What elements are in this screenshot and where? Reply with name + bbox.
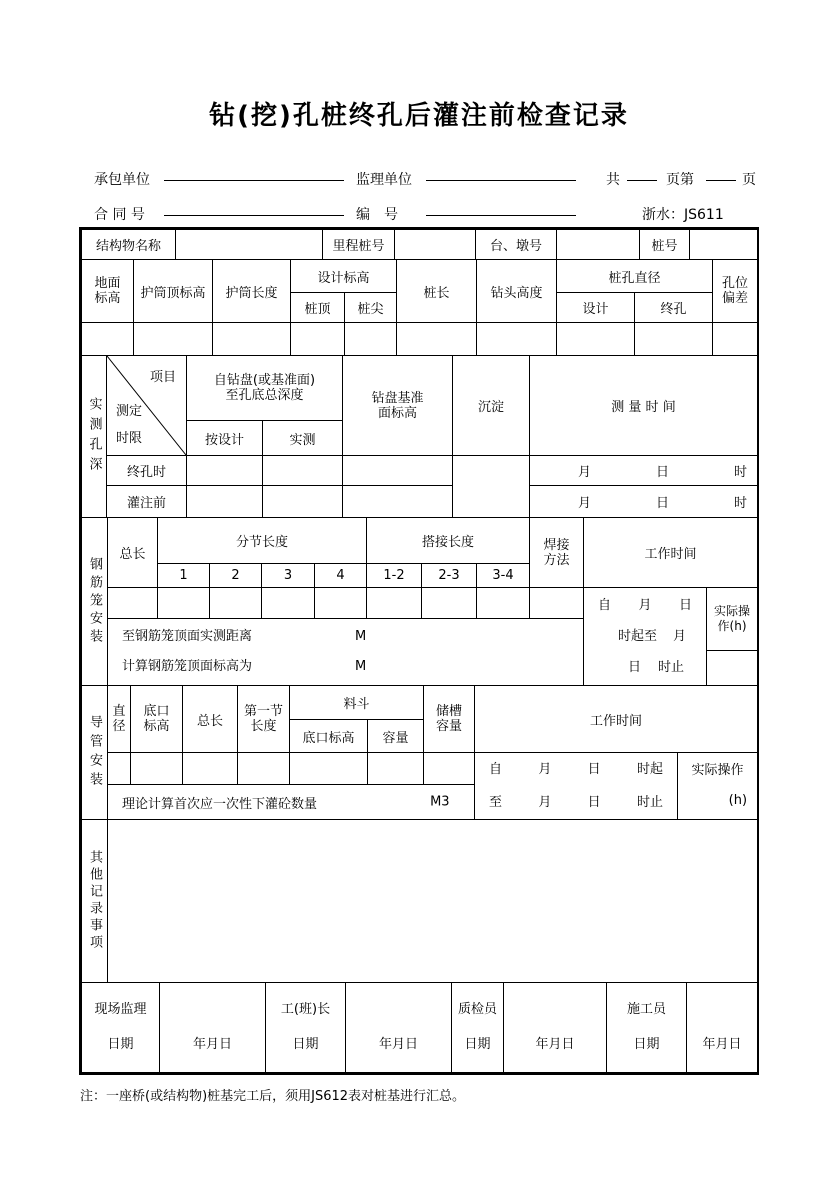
structure-name-label: 结构物名称 xyxy=(82,230,176,260)
pier-no-value[interactable] xyxy=(557,230,640,260)
storage-l1: 储槽 xyxy=(436,704,463,719)
lap-23-value[interactable] xyxy=(422,588,477,619)
storage-l2: 容量 xyxy=(436,719,463,734)
theory-volume-unit: M3 xyxy=(430,794,450,810)
total-depth-label xyxy=(187,356,343,421)
hopper-label: 料斗 xyxy=(290,686,424,720)
rebar-cage-table xyxy=(81,517,758,686)
dia-design-value[interactable] xyxy=(557,323,635,356)
seg-4-value[interactable] xyxy=(315,588,367,619)
cage-total-length-value[interactable] xyxy=(108,588,158,619)
design-elev-label: 设计标高 xyxy=(291,260,397,293)
tube-bottom-elev-label xyxy=(131,686,183,753)
pile-top-label: 桩顶 xyxy=(291,293,345,323)
bottom-l2: 标高 xyxy=(143,719,170,734)
constructor-sign-cell[interactable] xyxy=(687,983,758,1073)
bit-height-value[interactable] xyxy=(477,323,557,356)
measured-label: 实测 xyxy=(263,421,343,456)
lap-12-value[interactable] xyxy=(367,588,422,619)
dia-l2: 径 xyxy=(112,719,126,734)
datum-elev-label xyxy=(343,356,453,456)
pile-no-value[interactable] xyxy=(690,230,758,260)
actual-unit: (h) xyxy=(728,793,748,808)
mileage-no-label: 里程桩号 xyxy=(323,230,395,260)
foreman-label: 工(班)长 xyxy=(280,1001,331,1017)
hopper-bottom-value[interactable] xyxy=(290,753,368,785)
first-l1: 第一节 xyxy=(243,704,283,719)
theory-volume-label: 理论计算首次应一次性下灌砼数量 xyxy=(122,796,318,812)
cage-measured-dist-line xyxy=(108,622,583,652)
first-section-length-label xyxy=(238,686,290,753)
hole-depth-section-label xyxy=(82,356,107,518)
serial-no-label: 编 号 xyxy=(356,207,398,223)
item-label: 项目 xyxy=(149,370,176,385)
contract-no-label: 合 同 号 xyxy=(94,207,145,223)
hopper-capacity-label: 容量 xyxy=(368,720,424,753)
pages-total-label: 共 xyxy=(606,172,620,188)
before-pour-row-label: 灌注前 xyxy=(107,486,187,518)
to-label: 至 xyxy=(489,794,503,810)
qc-inspector-cell xyxy=(452,983,504,1073)
dia-design-label: 设计 xyxy=(557,293,635,323)
seg-2-value[interactable] xyxy=(210,588,262,619)
day-label: 日 xyxy=(655,496,669,511)
hour-label: 时 xyxy=(733,496,747,511)
tube-diameter-value[interactable] xyxy=(108,753,131,785)
theory-volume-cell[interactable] xyxy=(108,785,475,820)
pile-tip-value[interactable] xyxy=(345,323,397,356)
hole-depth-vtext: 实测孔深 xyxy=(86,396,102,477)
qc-inspector-label: 质检员 xyxy=(457,1001,497,1017)
lap-23-label: 2-3 xyxy=(422,564,477,588)
pages-total-blank[interactable] xyxy=(627,165,657,181)
calc-elev-unit: M xyxy=(355,659,367,674)
casing-length-value[interactable] xyxy=(213,323,291,356)
limit-l1: 测定 xyxy=(116,403,143,419)
hopper-capacity-value[interactable] xyxy=(368,753,424,785)
actual-l2: 作(h) xyxy=(717,619,747,633)
pages-first-label: 页第 xyxy=(666,172,694,188)
limit-l2: 时限 xyxy=(116,431,143,447)
weld-l2: 方法 xyxy=(543,552,570,568)
main-table xyxy=(79,227,759,1075)
date-placeholder: 年月日 xyxy=(535,1036,575,1052)
hole-depth-table xyxy=(81,355,758,518)
tremie-tube-section-label xyxy=(82,686,108,820)
mileage-no-value[interactable] xyxy=(395,230,476,260)
other-records-value[interactable] xyxy=(108,820,758,983)
datum-l1: 钻盘基准 xyxy=(371,390,424,406)
day-label: 日 xyxy=(655,465,669,480)
contractor-blank[interactable] xyxy=(164,165,344,181)
tremie-tube-vtext: 导管安装 xyxy=(87,714,102,791)
weld-method-value[interactable] xyxy=(530,588,584,619)
info-row-table xyxy=(81,229,758,260)
ground-elev-l1: 地面 xyxy=(94,276,121,291)
day-label: 日 xyxy=(587,794,601,810)
month-label: 月 xyxy=(673,629,687,644)
date-label: 日期 xyxy=(107,1036,134,1052)
bottom-l1: 底口 xyxy=(143,704,170,719)
serial-no-blank[interactable] xyxy=(426,200,576,216)
seg-2-label: 2 xyxy=(210,564,262,588)
tube-diameter-label xyxy=(108,686,131,753)
by-design-label: 按设计 xyxy=(187,421,263,456)
before-time-value[interactable] xyxy=(530,486,758,518)
month-label: 月 xyxy=(538,794,552,810)
cage-total-length-label: 总长 xyxy=(108,518,158,588)
dia-l1: 直 xyxy=(112,704,126,719)
deviation-label xyxy=(713,260,758,323)
supervisor-label: 监理单位 xyxy=(356,172,412,188)
segment-length-label: 分节长度 xyxy=(158,518,367,564)
weld-l1: 焊接 xyxy=(543,537,570,553)
storage-capacity-label xyxy=(424,686,475,753)
other-records-vtext: 其他记录事项 xyxy=(87,850,102,952)
before-bydesign-value[interactable] xyxy=(187,486,263,518)
bit-height-label: 钻头高度 xyxy=(477,260,557,323)
form-header xyxy=(79,165,759,227)
constructor-cell xyxy=(607,983,687,1073)
pile-length-value[interactable] xyxy=(397,323,477,356)
day-label: 日 xyxy=(587,761,601,777)
day-label: 日 xyxy=(628,660,642,675)
pile-top-value[interactable] xyxy=(291,323,345,356)
sediment-label: 沉淀 xyxy=(453,356,530,456)
pages-label: 页 xyxy=(742,172,756,188)
final-datum-value[interactable] xyxy=(343,456,453,486)
pile-tip-label: 桩尖 xyxy=(345,293,397,323)
date-placeholder: 年月日 xyxy=(378,1036,418,1052)
ground-elev-value[interactable] xyxy=(82,323,134,356)
tremie-tube-table xyxy=(81,685,758,820)
cage-actual-hours-label xyxy=(707,588,758,651)
final-bydesign-value[interactable] xyxy=(187,456,263,486)
first-section-length-value[interactable] xyxy=(238,753,290,785)
day-label: 日 xyxy=(678,598,692,613)
foreman-sign-cell[interactable] xyxy=(346,983,452,1073)
measure-time-label: 测 量 时 间 xyxy=(530,356,758,456)
hopper-bottom-label: 底口标高 xyxy=(290,720,368,753)
signature-table xyxy=(81,982,758,1073)
site-supervisor-sign-cell[interactable] xyxy=(160,983,266,1073)
date-placeholder: 年月日 xyxy=(702,1036,742,1052)
foreman-cell xyxy=(266,983,346,1073)
hour-start-label: 时起至 xyxy=(618,629,658,644)
date-label: 日期 xyxy=(292,1036,319,1052)
contract-no-blank[interactable] xyxy=(164,200,344,216)
dia-final-value[interactable] xyxy=(635,323,713,356)
pages-num-blank[interactable] xyxy=(706,165,736,181)
seg-3-value[interactable] xyxy=(262,588,315,619)
date-label: 日期 xyxy=(633,1036,660,1052)
total-depth-l2: 至孔底总深度 xyxy=(225,388,304,403)
page-title: 钻(挖)孔桩终孔后灌注前检查记录 xyxy=(209,101,629,131)
deviation-value[interactable] xyxy=(713,323,758,356)
datum-l2: 面标高 xyxy=(377,405,417,421)
casing-top-label: 护筒顶标高 xyxy=(134,260,213,323)
date-label: 日期 xyxy=(464,1036,491,1052)
seg-3-label: 3 xyxy=(262,564,315,588)
first-l2: 长度 xyxy=(250,719,277,734)
deviation-l1: 孔位 xyxy=(722,276,749,291)
tube-work-time-label: 工作时间 xyxy=(475,686,758,753)
constructor-label: 施工员 xyxy=(626,1001,666,1017)
month-label: 月 xyxy=(578,465,592,480)
before-measured-value[interactable] xyxy=(263,486,343,518)
month-label: 月 xyxy=(578,496,592,511)
lap-12-label: 1-2 xyxy=(367,564,422,588)
date-placeholder: 年月日 xyxy=(192,1036,232,1052)
item-timelimit-diagonal-cell xyxy=(107,356,187,456)
cage-actual-hours-value[interactable] xyxy=(707,651,758,686)
final-measured-value[interactable] xyxy=(263,456,343,486)
qc-inspector-sign-cell[interactable] xyxy=(504,983,607,1073)
lap-34-value[interactable] xyxy=(477,588,530,619)
before-datum-value[interactable] xyxy=(343,486,453,518)
cage-work-time-label: 工作时间 xyxy=(584,518,758,588)
tube-actual-hours-cell[interactable] xyxy=(678,753,758,820)
seg-4-label: 4 xyxy=(315,564,367,588)
pile-length-label: 桩长 xyxy=(397,260,477,323)
other-records-section-label xyxy=(82,820,108,983)
storage-capacity-value[interactable] xyxy=(424,753,475,785)
tube-time-value[interactable] xyxy=(475,753,678,820)
contractor-label: 承包单位 xyxy=(94,172,150,188)
site-supervisor-cell xyxy=(82,983,160,1073)
pier-no-label: 台、墩号 xyxy=(476,230,557,260)
from-label: 自 xyxy=(489,761,503,777)
lap-length-label: 搭接长度 xyxy=(367,518,530,564)
dia-final-label: 终孔 xyxy=(635,293,713,323)
cage-time-value[interactable] xyxy=(584,588,707,686)
final-hole-row-label: 终孔时 xyxy=(107,456,187,486)
form-code: 浙水：JS611 xyxy=(642,207,724,223)
ground-elev-l2: 标高 xyxy=(94,291,121,306)
calc-elev-label: 计算钢筋笼顶面标高为 xyxy=(122,659,253,674)
measured-dist-unit: M xyxy=(355,629,367,644)
basic-params-table xyxy=(81,259,758,356)
from-label: 自 xyxy=(598,598,612,613)
actual-l1: 实际操 xyxy=(714,604,751,618)
sediment-value[interactable] xyxy=(453,456,530,518)
hour-end-label: 时止 xyxy=(658,660,685,675)
structure-name-value[interactable] xyxy=(176,230,323,260)
final-time-value[interactable] xyxy=(530,456,758,486)
total-depth-l1: 自钻盘(或基准面) xyxy=(213,373,316,388)
tube-total-length-label: 总长 xyxy=(183,686,238,753)
supervisor-blank[interactable] xyxy=(426,165,576,181)
seg-1-value[interactable] xyxy=(158,588,210,619)
pile-no-label: 桩号 xyxy=(640,230,690,260)
lap-34-label: 3-4 xyxy=(477,564,530,588)
weld-method-label xyxy=(530,518,584,588)
actual-label: 实际操作 xyxy=(691,763,744,778)
ground-elev-label xyxy=(82,260,134,323)
measured-dist-label: 至钢筋笼顶面实测距离 xyxy=(122,629,253,644)
month-label: 月 xyxy=(538,761,552,777)
seg-1-label: 1 xyxy=(158,564,210,588)
tube-total-length-value[interactable] xyxy=(183,753,238,785)
cage-measured-calc-cell[interactable] xyxy=(108,619,584,686)
casing-top-value[interactable] xyxy=(134,323,213,356)
month-label: 月 xyxy=(638,598,652,613)
tube-bottom-elev-value[interactable] xyxy=(131,753,183,785)
hour-end-label: 时止 xyxy=(637,794,664,810)
rebar-cage-section-label xyxy=(82,518,108,686)
cage-calc-elev-line xyxy=(108,652,583,682)
site-supervisor-label: 现场监理 xyxy=(94,1001,147,1017)
casing-length-label: 护筒长度 xyxy=(213,260,291,323)
other-records-table xyxy=(81,819,758,983)
deviation-l2: 偏差 xyxy=(722,291,749,306)
rebar-cage-vtext: 钢筋笼安装 xyxy=(87,556,102,647)
hole-diameter-label: 桩孔直径 xyxy=(557,260,713,293)
hour-label: 时 xyxy=(733,465,747,480)
footnote: 注：一座桥(或结构物)桩基完工后，须用JS612表对桩基进行汇总。 xyxy=(80,1089,466,1104)
hour-start-label: 时起 xyxy=(637,761,664,777)
